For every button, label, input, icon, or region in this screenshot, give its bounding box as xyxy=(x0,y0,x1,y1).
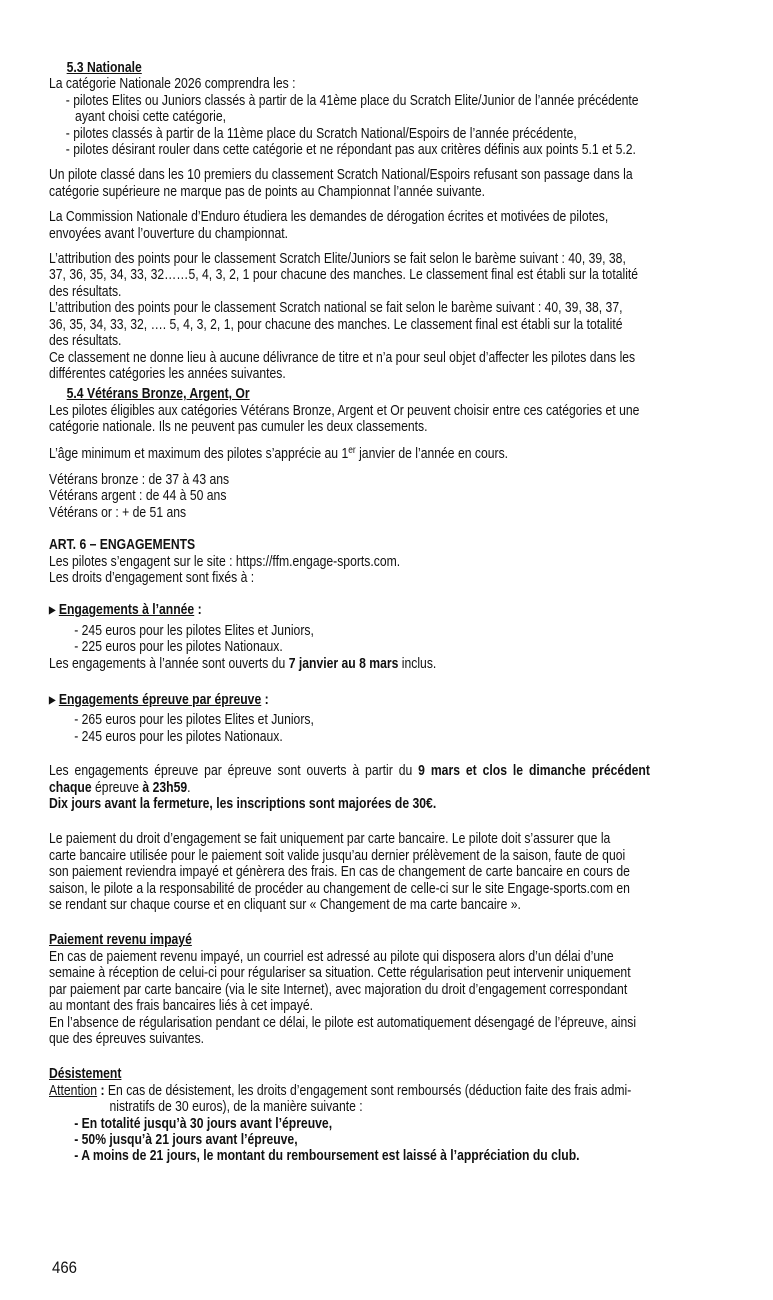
art6-droits: Les droits d’engagement sont fixés à : xyxy=(49,569,255,586)
epreuve-item-2: - 245 euros pour les pilotes Nationaux. xyxy=(74,728,283,745)
s53-p1-line-1: Un pilote classé dans les 10 premiers du classement Scratch National/Espoirs refusant son passage dans la xyxy=(49,167,633,184)
s53-p3-line-2: 37, 36, 35, 34, 33, 32……5, 4, 3, 2, 1 pour chacune des manches. Le classement final est établi sur la totalité xyxy=(49,267,639,284)
absence-line-2: que des épreuves suivantes. xyxy=(49,1030,205,1047)
art6-heading: ART. 6 – ENGAGEMENTS xyxy=(49,537,196,554)
epreuve-item-1: - 265 euros pour les pilotes Elites et Juniors, xyxy=(74,712,314,729)
refund-item-1: - En totalité jusqu’à 30 jours avant l’épreuve, xyxy=(74,1115,333,1132)
refund-item-3: - A moins de 21 jours, le montant du remboursement est laissé à l’appréciation du club. xyxy=(74,1148,580,1165)
s53-p5-line-2: différentes catégories les années suivantes. xyxy=(49,365,286,382)
s53-p4-line-1: L’attribution des points pour le classement Scratch national se fait selon le barème suivant : 40, 39, 38, 37, xyxy=(49,300,623,317)
s53-p3-line-3: des résultats. xyxy=(49,283,122,300)
paiement-line-5: se rendant sur chaque course et en cliquant sur « Changement de ma carte bancaire ». xyxy=(49,897,521,914)
refund-item-2: - 50% jusqu’à 21 jours avant l’épreuve, xyxy=(74,1131,298,1148)
annee-item-1: - 245 euros pour les pilotes Elites et Juniors, xyxy=(74,622,314,639)
document-page xyxy=(49,60,699,1165)
s53-p3-line-1: L’attribution des points pour le classement Scratch Elite/Juniors se fait selon le barème suivant : 40, 39, 38, xyxy=(49,251,626,268)
majoration-notice: Dix jours avant la fermeture, les inscriptions sont majorées de 30€. xyxy=(49,796,437,813)
impaye-line-4: au montant des frais bancaires liés à cet impayé. xyxy=(49,998,314,1015)
s53-p1-line-2: catégorie supérieure ne marque pas de points au Championnat l’année suivante. xyxy=(49,183,486,200)
section-5-3-heading: 5.3 Nationale xyxy=(66,60,142,76)
annee-item-2: - 225 euros pour les pilotes Nationaux. xyxy=(74,639,283,656)
paiement-line-1: Le paiement du droit d’engagement se fait uniquement par carte bancaire. Le pilote doit s’assurer que la xyxy=(49,831,611,848)
page-number: 466 xyxy=(52,1258,77,1277)
paiement-line-3: son paiement reviendra impayé et génèrera des frais. En cas de changement de carte bancaire en cours de xyxy=(49,864,630,881)
s53-p2-line-1: La Commission Nationale d’Enduro étudiera les demandes de dérogation écrites et motivées de pilotes, xyxy=(49,209,609,226)
s53-p4-line-3: des résultats. xyxy=(49,333,122,350)
s53-intro: La catégorie Nationale 2026 comprendra les : xyxy=(49,76,296,93)
impaye-line-2: semaine à réception de celui-ci pour régulariser sa situation. Cette régularisation peut intervenir uniquement xyxy=(49,965,631,982)
s54-p1-line-2: catégorie nationale. Ils ne peuvent pas cumuler les deux classements. xyxy=(49,419,428,436)
s54-age-rule: L’âge minimum et maximum des pilotes s’apprécie au 1er janvier de l’année en cours. xyxy=(49,444,509,462)
impaye-line-3: par paiement par carte bancaire (via le site Internet), avec majoration du droit d’engagement correspondant xyxy=(49,981,628,998)
s53-p5-line-1: Ce classement ne donne lieu à aucune délivrance de titre et n’a pour seul objet d’affecter les pilotes dans les xyxy=(49,349,636,366)
epreuve-dates-line-1: Les engagements épreuve par épreuve sont ouverts à partir du 9 mars et clos le dimanche précédent xyxy=(49,763,650,780)
impaye-heading: Paiement revenu impayé xyxy=(49,932,192,949)
s53-item-1: - pilotes Elites ou Juniors classés à partir de la 41ème place du Scratch Elite/Junior de l’année précédente xyxy=(65,92,639,109)
veterans-argent: Vétérans argent : de 44 à 50 ans xyxy=(49,488,227,505)
triangle-bullet-icon: ▶ xyxy=(49,695,56,706)
s53-p4-line-2: 36, 35, 34, 33, 32, …. 5, 4, 3, 2, 1, pour chacune des manches. Le classement final est établi sur la totalité xyxy=(49,316,623,333)
epreuve-dates-line-2: chaque épreuve à 23h59. xyxy=(49,779,191,796)
absence-line-1: En l’absence de régularisation pendant ce délai, le pilote est automatiquement désengagé de l’épreuve, ainsi xyxy=(49,1014,637,1031)
impaye-line-1: En cas de paiement revenu impayé, un courriel est adressé au pilote qui disposera alors d’un délai d’une xyxy=(49,948,614,965)
engagements-annee-heading: ▶ Engagements à l’année : xyxy=(49,602,202,619)
paiement-line-2: carte bancaire utilisée pour le paiement soit valide jusqu’au dernier prélèvement de la saison, faute de quoi xyxy=(49,847,626,864)
desistement-line-2: nistratifs de 30 euros), de la manière suivante : xyxy=(109,1099,363,1116)
s54-p1-line-1: Les pilotes éligibles aux catégories Vétérans Bronze, Argent et Or peuvent choisir entre ces catégories et une xyxy=(49,402,640,419)
paiement-line-4: saison, le pilote a la responsabilité de procéder au changement de celle-ci sur le site Engage-sports.com en xyxy=(49,880,630,897)
s53-item-2: - pilotes classés à partir de la 11ème place du Scratch National/Espoirs de l’année précédente, xyxy=(65,125,577,142)
section-5-4-heading: 5.4 Vétérans Bronze, Argent, Or xyxy=(66,386,250,403)
desistement-heading: Désistement xyxy=(49,1066,122,1083)
s53-item-1-cont: ayant choisi cette catégorie, xyxy=(75,109,227,126)
s53-p2-line-2: envoyées avant l’ouverture du championnat. xyxy=(49,225,289,242)
engagements-epreuve-heading: ▶ Engagements épreuve par épreuve : xyxy=(49,692,269,708)
desistement-line-1: Attention : En cas de désistement, les droits d’engagement sont remboursés (déduction faite des frais admi- xyxy=(49,1082,632,1099)
triangle-bullet-icon: ▶ xyxy=(49,605,56,617)
s53-item-3: - pilotes désirant rouler dans cette catégorie et ne répondant pas aux critères définis aux points 5.1 et 5.2. xyxy=(65,142,636,159)
annee-dates: Les engagements à l’année sont ouverts du 7 janvier au 8 mars inclus. xyxy=(49,655,437,672)
veterans-or: Vétérans or : + de 51 ans xyxy=(49,504,187,521)
veterans-bronze: Vétérans bronze : de 37 à 43 ans xyxy=(49,471,230,488)
art6-site: Les pilotes s’engagent sur le site : https://ffm.engage-sports.com. xyxy=(49,553,401,570)
